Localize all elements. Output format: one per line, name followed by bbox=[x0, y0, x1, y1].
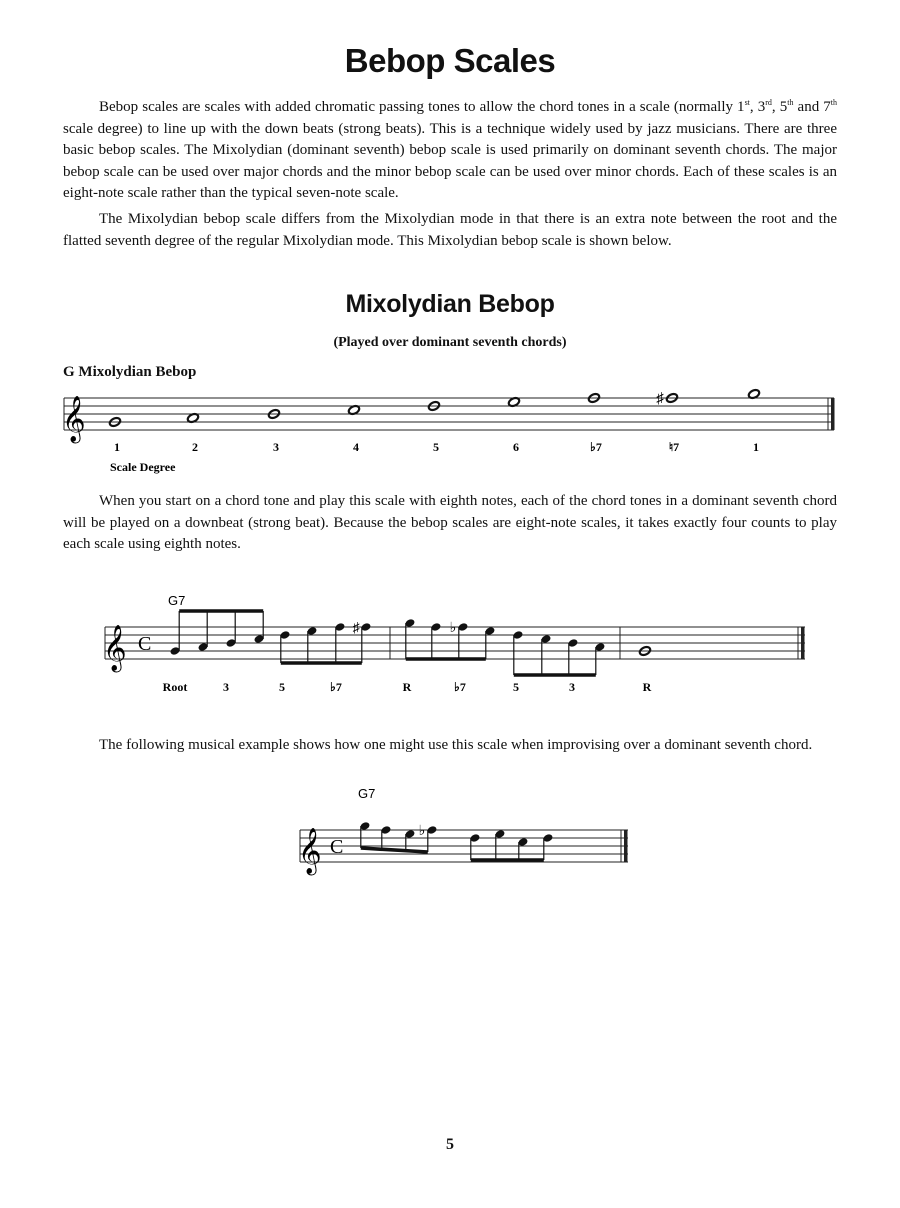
sharp-icon: ♯ bbox=[352, 621, 360, 636]
eighth-note bbox=[404, 618, 415, 659]
scale-degree-label: 6 bbox=[513, 440, 519, 454]
chord-tone-label: Root bbox=[162, 680, 188, 694]
intro-paragraph-2: The Mixolydian bebop scale differs from the Mixolydian mode in that there is an extra note between the root and the flatted seventh degree of the regular Mixolydian mode. This Mixolydian bebop scale is shown below. bbox=[63, 211, 837, 249]
chord-tone-label: 5 bbox=[513, 680, 519, 694]
treble-clef-icon: 𝄞 bbox=[103, 625, 127, 671]
beam bbox=[361, 848, 428, 852]
chord-tone-label: ♭7 bbox=[330, 680, 342, 694]
section-title: Mixolydian Bebop bbox=[345, 290, 555, 318]
staff-lines bbox=[300, 830, 628, 862]
page-title: Bebop Scales bbox=[344, 42, 556, 79]
scale-degree-label: 1 bbox=[753, 440, 759, 454]
chord-symbol: G7 bbox=[168, 593, 186, 608]
treble-clef-icon: 𝄞 bbox=[298, 828, 322, 874]
eighth-note bbox=[517, 837, 528, 860]
chord-tone-label: 5 bbox=[279, 680, 285, 694]
scale-degree-label: ♭7 bbox=[590, 440, 602, 454]
common-time-icon: C bbox=[138, 633, 152, 655]
scale-degree-label: 2 bbox=[192, 440, 198, 454]
scale-degree-label: 1 bbox=[114, 440, 120, 454]
eighth-note bbox=[494, 829, 505, 860]
eighth-note bbox=[197, 611, 208, 652]
flat-icon: ♭ bbox=[418, 824, 426, 839]
chord-tone-label: 3 bbox=[223, 680, 229, 694]
intro-paragraph-1: Bebop scales are scales with added chromatic passing tones to allow the chord tones in a scale (normally 1st, 3rd, 5th and 7th scale degree) to line up with the down beats (strong beats). This is a technique widely used by jazz musicians. There are three basic bebop scales. The Mixolydian (dominant seventh) bebop scale is used primarily on dominant seventh chords. The major bebop scale can be used over major chords and the minor bebop scale can be used over minor chords. Each of these scales is an eight-note scale rather than the typical seven-note scale. bbox=[63, 98, 838, 201]
eighth-note-staff bbox=[0, 590, 900, 700]
treble-clef-icon: 𝄞 bbox=[62, 396, 86, 442]
scale-staff bbox=[0, 388, 900, 478]
chord-tone-label: R bbox=[402, 680, 412, 694]
section-subtitle: (Played over dominant seventh chords) bbox=[333, 335, 567, 350]
whole-note bbox=[656, 391, 678, 407]
eighth-note bbox=[430, 622, 441, 659]
chord-symbol: G7 bbox=[358, 786, 376, 801]
chord-tone-label: 3 bbox=[569, 680, 575, 694]
eighth-note bbox=[450, 621, 469, 659]
scale-degree-label: 4 bbox=[353, 440, 359, 454]
paragraph-improvisation: The following musical example shows how one might use this scale when improvising over a dominant seventh chord. bbox=[99, 737, 813, 753]
sharp-icon: ♯ bbox=[656, 391, 664, 407]
eighth-note bbox=[169, 611, 180, 656]
improv-staff bbox=[0, 785, 900, 885]
eighth-note bbox=[540, 634, 551, 675]
scale-degree-caption: Scale Degree bbox=[110, 460, 176, 474]
eighth-note bbox=[542, 833, 553, 860]
scale-example-label: G Mixolydian Bebop bbox=[63, 364, 197, 380]
eighth-note bbox=[225, 611, 236, 648]
eighth-note bbox=[306, 626, 317, 663]
eighth-note bbox=[279, 630, 290, 663]
scale-degree-label: 3 bbox=[273, 440, 279, 454]
flat-icon: ♭ bbox=[449, 621, 457, 636]
eighth-note bbox=[469, 833, 480, 860]
chord-tone-label: R bbox=[642, 680, 652, 694]
eighth-note bbox=[359, 821, 370, 848]
common-time-icon: C bbox=[330, 836, 344, 858]
eighth-note bbox=[512, 630, 523, 675]
chord-tone-label: ♭7 bbox=[454, 680, 466, 694]
scale-degree-label: ♮7 bbox=[668, 440, 680, 454]
paragraph-eighth-notes: When you start on a chord tone and play this scale with eighth notes, each of the chord tones in a dominant seventh chord will be played on a downbeat (strong beat). Because the bebop scales are eight-note scales, it takes exactly four counts to play each scale using eighth notes. bbox=[63, 493, 837, 552]
page-number: 5 bbox=[446, 1136, 454, 1153]
eighth-note bbox=[567, 638, 578, 675]
staff-lines bbox=[64, 398, 834, 430]
eighth-note bbox=[404, 829, 415, 851]
eighth-note bbox=[353, 621, 372, 663]
scale-degree-label: 5 bbox=[433, 440, 439, 454]
